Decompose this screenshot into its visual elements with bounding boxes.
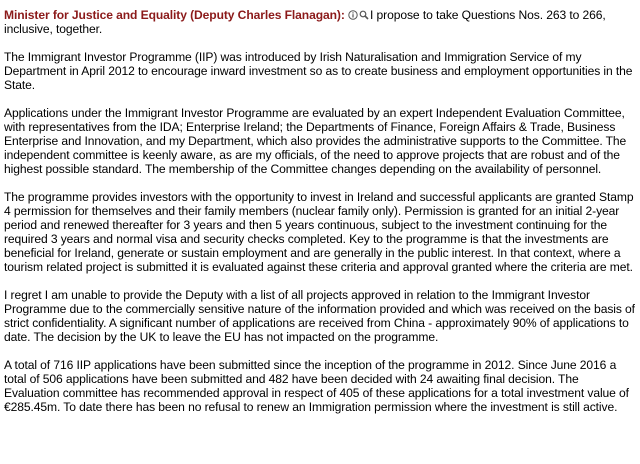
- paragraph-programme-details: The programme provides investors with the opportunity to invest in Ireland and successful applicants are granted Stamp 4 permission for themselves and their family members (nuclear family only). Permission is granted for an initial 2-year period and renewed thereafter for 3 years and then 5 years continuous, subject to the investment continuing for the required 3 years and normal visa and security checks completed. Key to the programme is that the investments are beneficial for Ireland, generate or sustain employment and are generally in the public interest. In that context, where a tourism related project is submitted it is evaluated against these criteria and approval granted where the criteria are met.: [4, 190, 634, 274]
- search-icon[interactable]: [359, 10, 369, 20]
- paragraph-statistics: A total of 716 IIP applications have been submitted since the inception of the programme in 2012. Since June 2016 a total of 506 applications have been submitted and 482 have been decided with 24 awaiting final decision. The Evaluation committee has recommended approval in respect of 405 of these applications for a total investment value of €285.45m. To date there has been no refusal to renew an Immigration permission where the investment is still active.: [4, 358, 629, 414]
- paragraph-confidentiality: I regret I am unable to provide the Deputy with a list of all projects approved in relation to the Immigrant Investor Programme due to the commercially sensitive nature of the information provided and which was received on the basis of strict confidentiality. A significant number of applications are received from China - approximately 90% of applications to date. The decision by the UK to leave the EU has not impacted on the programme.: [4, 288, 635, 344]
- paragraph-text: I propose to take Questions Nos. 263 to 266, inclusive, together.: [4, 8, 606, 36]
- paragraph-iip-introduction: The Immigrant Investor Programme (IIP) was introduced by Irish Naturalisation and Immigration Service of my Department in April 2012 to encourage inward investment so as to create business and employment opportunities in the State.: [4, 50, 633, 92]
- info-icon[interactable]: [348, 10, 358, 20]
- written-answer: [4, 8, 636, 414]
- speaker-name: Minister for Justice and Equality (Deputy Charles Flanagan):: [4, 8, 345, 22]
- paragraph-evaluation-committee: Applications under the Immigrant Investor Programme are evaluated by an expert Independent Evaluation Committee, with representatives from the IDA; Enterprise Ireland; the Departments of Finance, Foreign Affairs & Trade, Business Enterprise and Innovation, and my Department, which also provides the administrative supports to the Committee. The independent committee is keenly aware, as are my officials, of the need to approve projects that are robust and of the highest possible standard. The membership of the Committee changes depending on the availability of personnel.: [4, 106, 627, 176]
- paragraph-intro: [4, 8, 636, 36]
